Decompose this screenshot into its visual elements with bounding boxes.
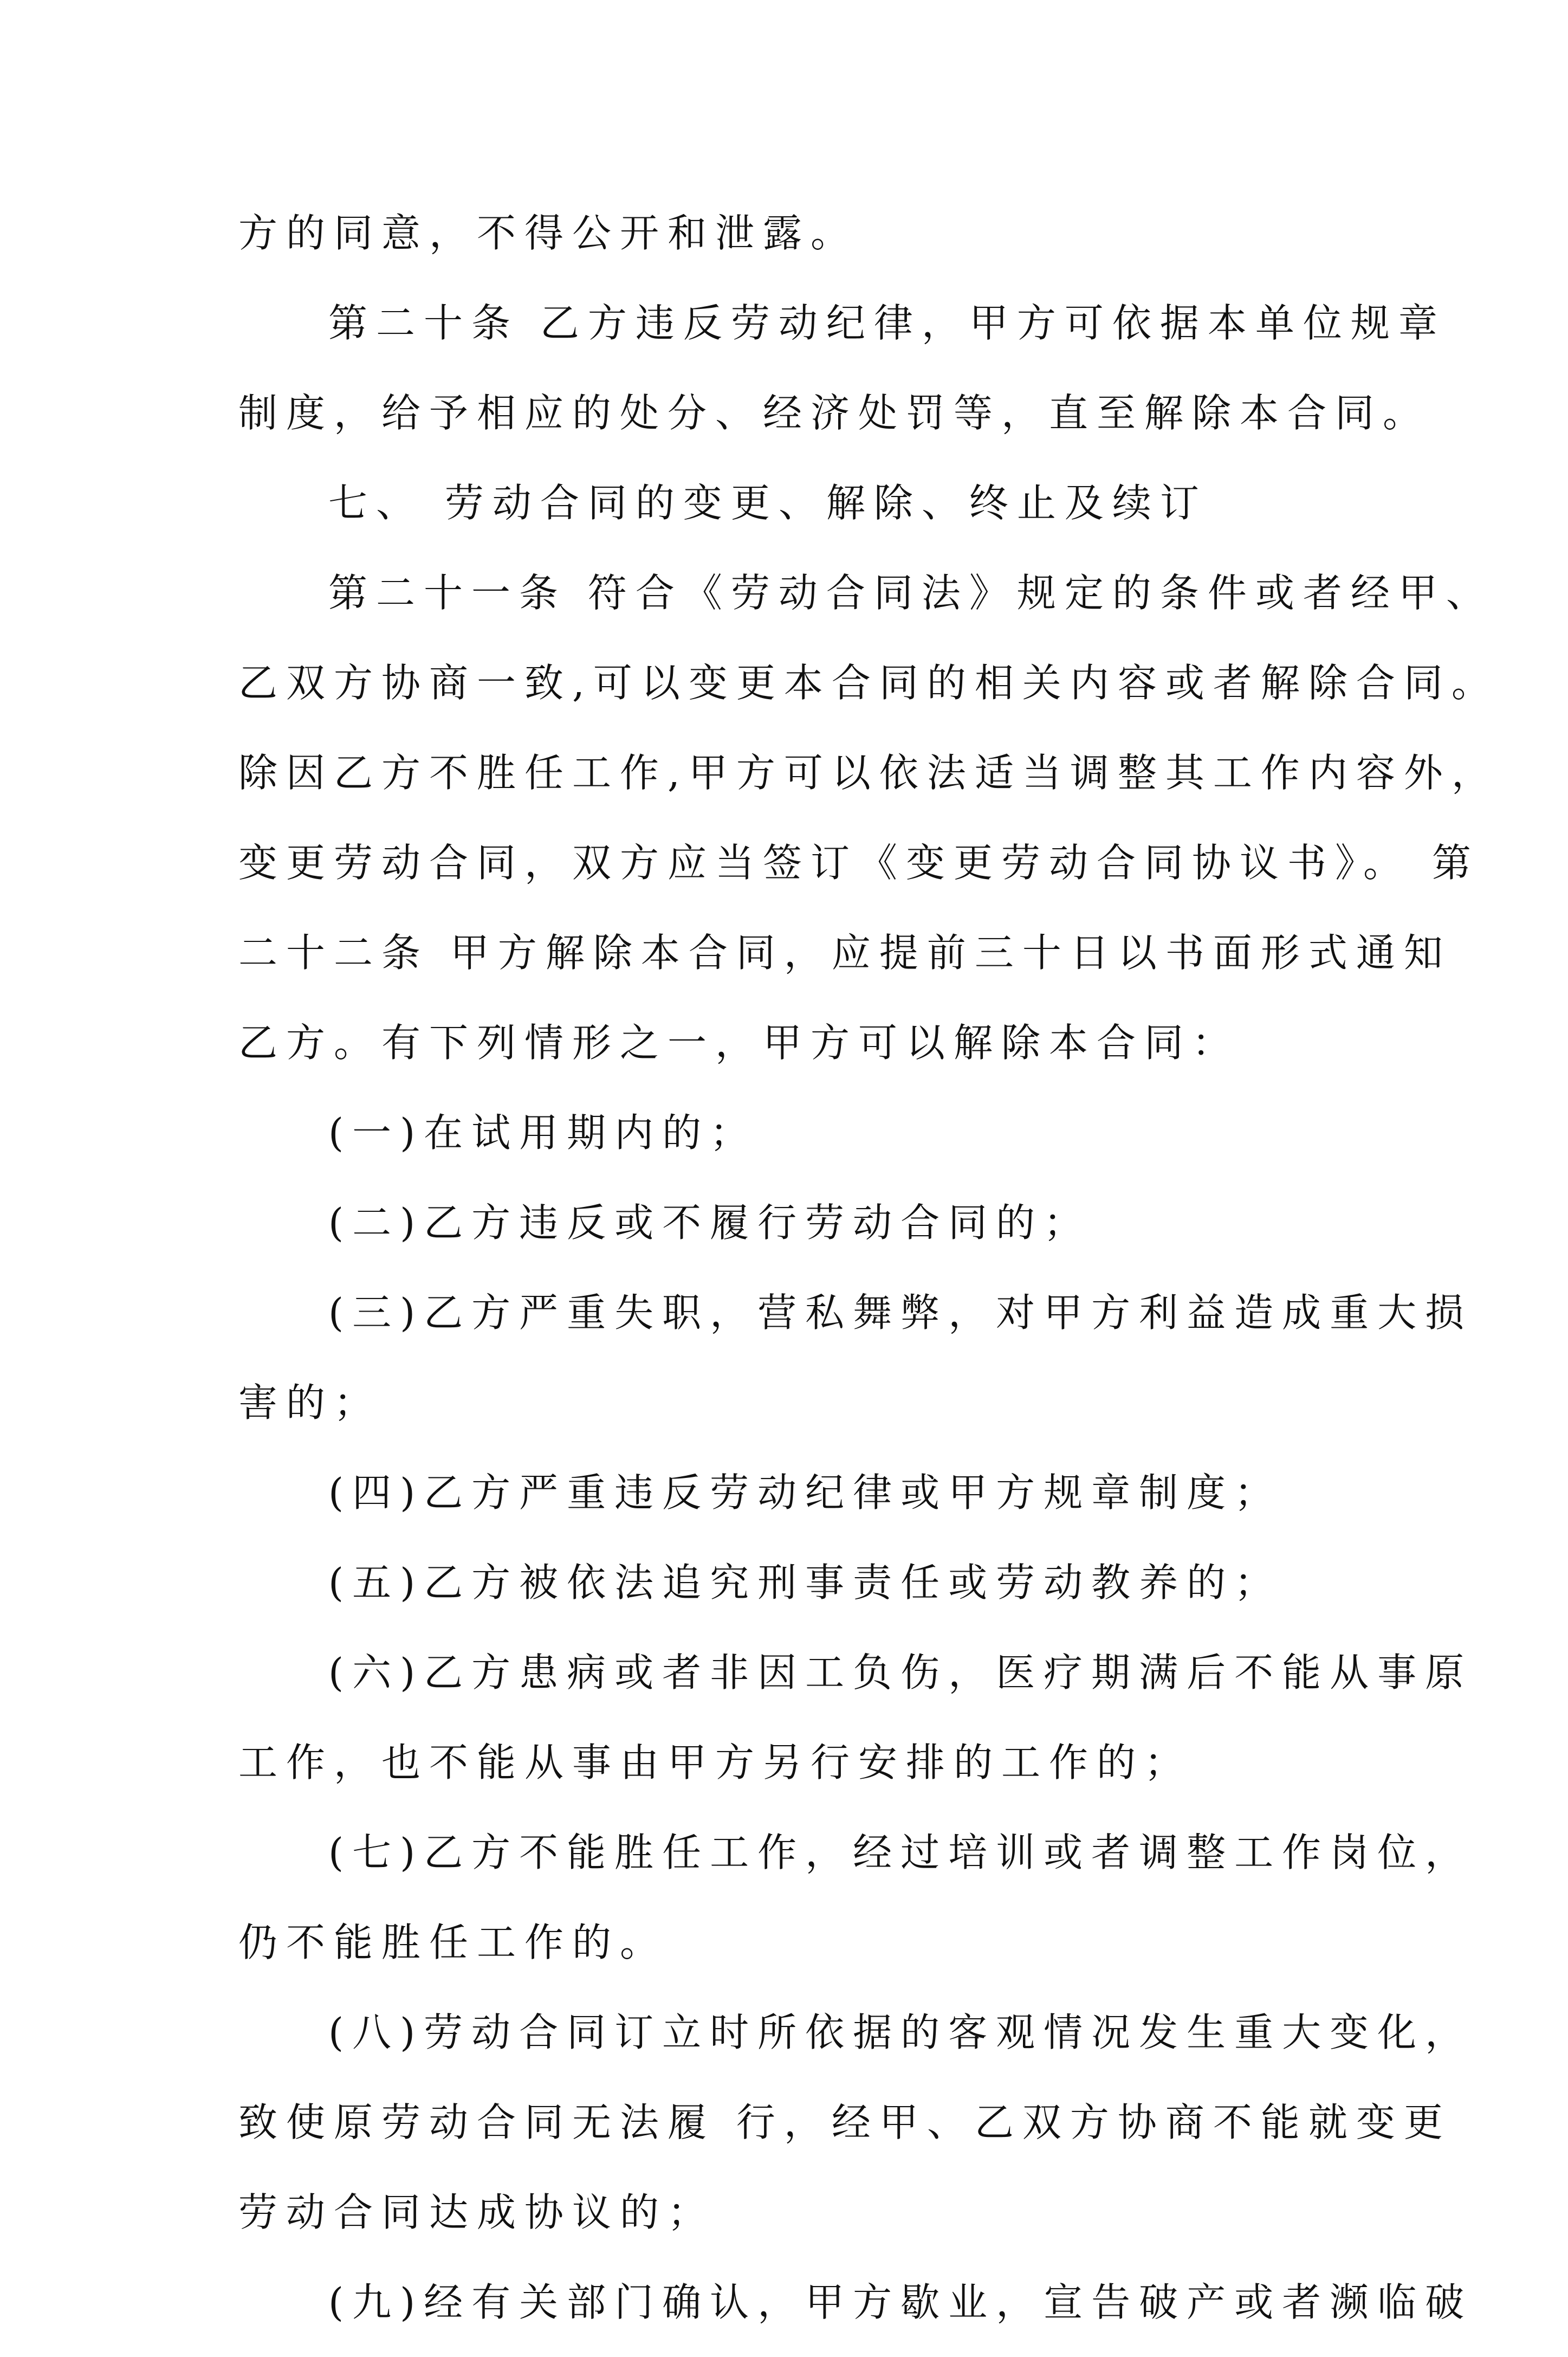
list-item: (二)乙方违反或不履行劳动合同的； xyxy=(328,1200,1092,1245)
text-line: 害的； xyxy=(238,1380,382,1425)
text-line: 乙方。有下列情形之一，甲方可以解除本合同： xyxy=(238,1020,1240,1066)
list-item: (八)劳动合同订立时所依据的客观情况发生重大变化， xyxy=(328,2010,1473,2055)
document-body xyxy=(238,198,1499,2357)
text-line: 乙双方协商一致,可以变更本合同的相关内容或者解除合同。 xyxy=(238,660,1499,706)
list-item: (五)乙方被依法追究刑事责任或劳动教养的； xyxy=(328,1560,1282,1605)
text-line: 第二十一条 符合《劳动合同法》规定的条件或者经甲、 xyxy=(328,570,1494,616)
list-item: (九)经有关部门确认，甲方歇业，宣告破产或者濒临破 xyxy=(328,2279,1473,2325)
list-item: (一)在试用期内的； xyxy=(328,1110,758,1155)
text-line: 仍不能胜任工作的。 xyxy=(238,1920,668,1965)
list-item: (六)乙方患病或者非因工负伤，医疗期满后不能从事原 xyxy=(328,1650,1473,1695)
section-heading: 七、 劳动合同的变更、解除、终止及续订 xyxy=(328,480,1208,526)
text-line: 第二十条 乙方违反劳动纪律，甲方可依据本单位规章 xyxy=(328,300,1446,346)
text-line: 二十二条 甲方解除本合同，应提前三十日以书面形式通知 xyxy=(238,930,1452,976)
text-line: 方的同意，不得公开和泄露。 xyxy=(238,210,859,256)
list-item: (七)乙方不能胜任工作，经过培训或者调整工作岗位， xyxy=(328,1830,1473,1875)
text-line: 工作，也不能从事由甲方另行安排的工作的； xyxy=(238,1740,1193,1785)
list-item: (三)乙方严重失职，营私舞弊，对甲方利益造成重大损 xyxy=(328,1290,1473,1335)
list-item: (四)乙方严重违反劳动纪律或甲方规章制度； xyxy=(328,1470,1282,1515)
text-line: 致使原劳动合同无法履 行，经甲、乙双方协商不能就变更 xyxy=(238,2100,1452,2145)
text-line: 除因乙方不胜任工作,甲方可以依法适当调整其工作内容外， xyxy=(238,750,1499,796)
text-line: 变更劳动合同，双方应当签订《变更劳动合同协议书》。 第 xyxy=(238,840,1480,886)
text-line: 制度，给予相应的处分、经济处罚等，直至解除本合同。 xyxy=(238,390,1431,436)
text-line: 劳动合同达成协议的； xyxy=(238,2190,716,2235)
